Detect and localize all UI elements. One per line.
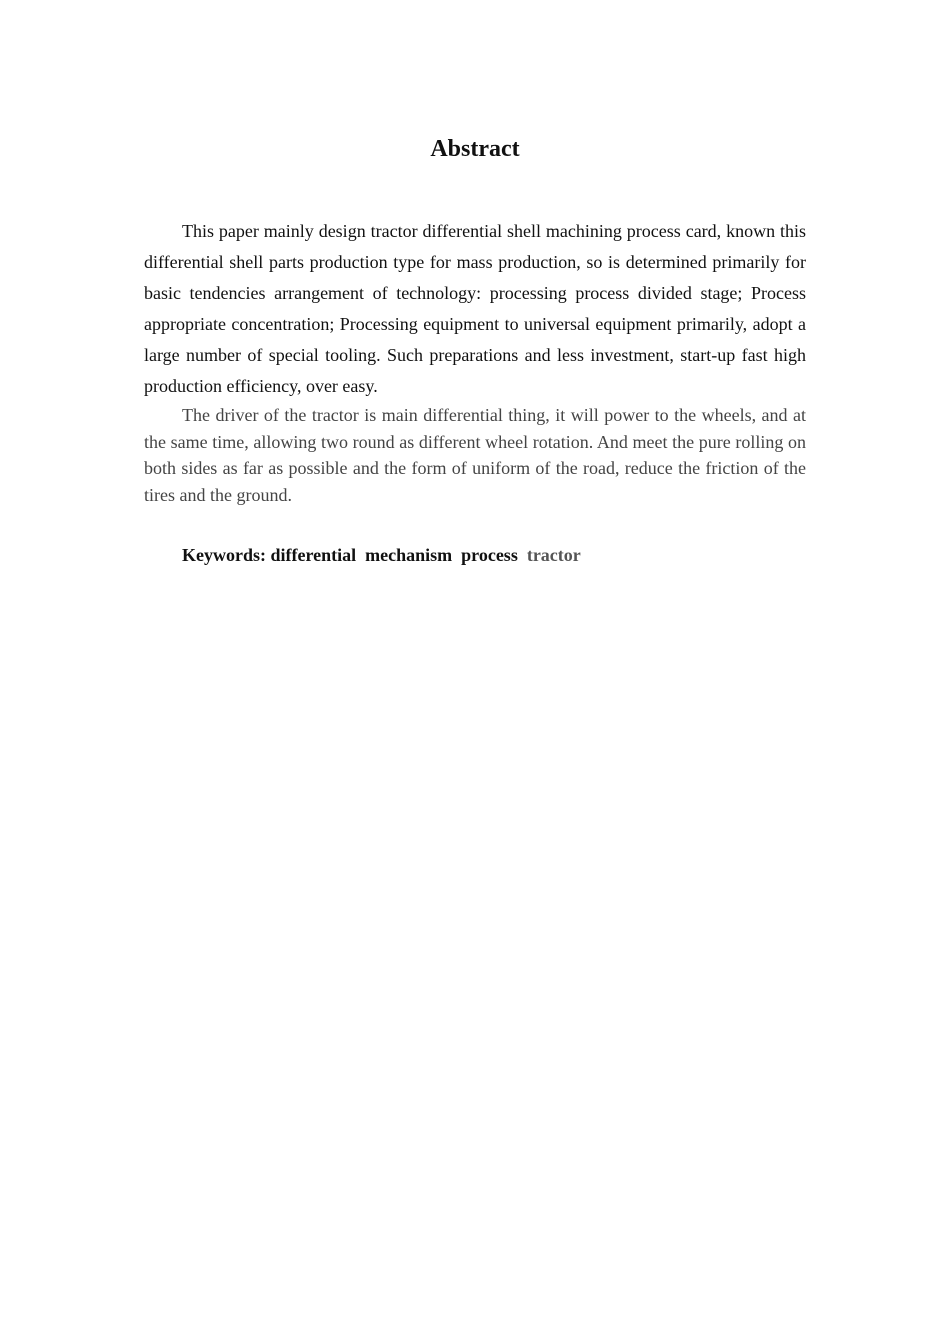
page-title: Abstract: [430, 136, 520, 162]
keywords-line: [144, 542, 806, 568]
keywords-label: Keywords:: [182, 545, 266, 565]
keyword-item: tractor: [526, 545, 581, 565]
abstract-paragraph-1: This paper mainly design tractor differential shell machining process card, known this differential shell parts production type for mass production, so is determined primarily for basic tendencies arrangement of technology: processing process divided stage; Process appropriate concentration; Processing equipment to universal equipment primarily, adopt a large number of special tooling. Such preparations and less investment, start-up fast high production efficiency, over easy.: [144, 221, 806, 396]
abstract-paragraph-2: The driver of the tractor is main differential thing, it will power to the wheels, and at the same time, allowing two round as different wheel rotation. And meet the pure rolling on both sides as far as possible and the form of uniform of the road, reduce the friction of the tires and the ground.: [144, 405, 806, 505]
keyword-item: mechanism: [365, 545, 453, 565]
keyword-item: process: [461, 545, 518, 565]
keyword-item: differential: [270, 545, 357, 565]
abstract-section: [144, 132, 806, 568]
